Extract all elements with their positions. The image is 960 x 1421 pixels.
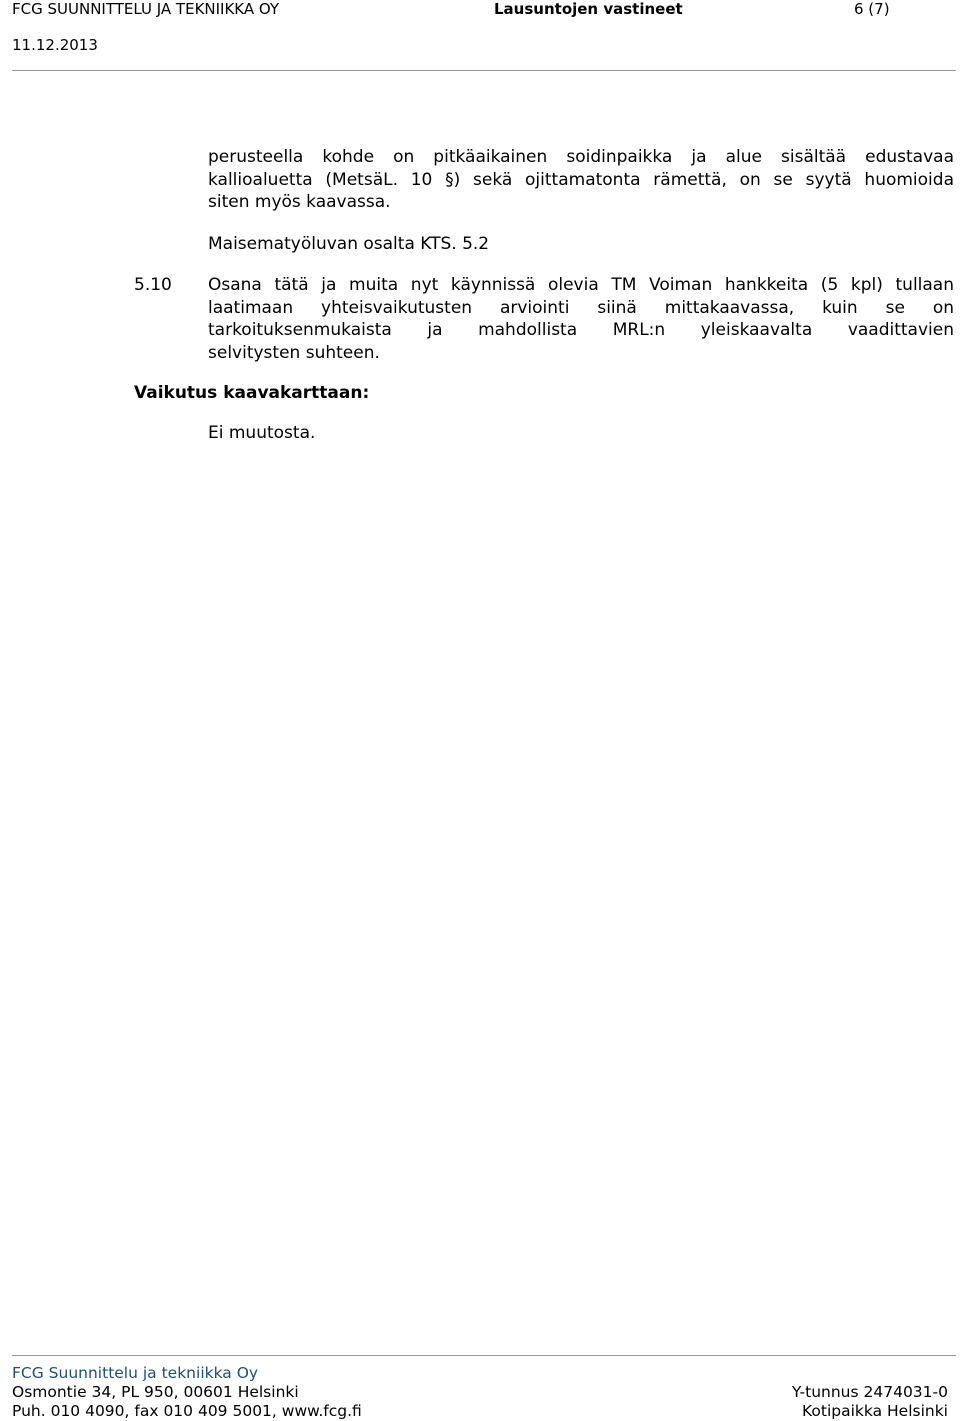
item-paragraph — [208, 274, 954, 364]
header-divider — [12, 70, 956, 71]
footer-contact: Puh. 010 4090, fax 010 409 5001, www.fcg.fi — [12, 1402, 362, 1420]
paragraph-line: laatimaan yhteisvaikutusten arviointi siinä mittakaavassa, kuin se on — [208, 297, 954, 318]
continuation-paragraph — [208, 146, 954, 214]
paragraph-line: kallioaluetta (MetsäL. 10 §) sekä ojittamatonta rämettä, on se syytä huomioida — [208, 169, 954, 190]
footer-divider — [12, 1355, 956, 1356]
reference-text: Maisematyöluvan osalta KTS. 5.2 — [208, 234, 490, 254]
footer-address: Osmontie 34, PL 950, 00601 Helsinki — [12, 1383, 299, 1401]
paragraph-line: perusteella kohde on pitkäaikainen soidinpaikka ja alue sisältää edustavaa — [208, 147, 954, 167]
header-date: 11.12.2013 — [12, 36, 98, 54]
footer-domicile: Kotipaikka Helsinki — [802, 1402, 948, 1420]
footer-company: FCG Suunnittelu ja tekniikka Oy — [12, 1364, 259, 1382]
paragraph-line: tarkoituksenmukaista ja mahdollista MRL:n yleiskaavalta vaadittavien — [208, 320, 954, 340]
page-number: 6 (7) — [854, 0, 890, 18]
paragraph-line: selvitysten suhteen. — [208, 342, 380, 363]
paragraph-line: siten myös kaavassa. — [208, 192, 391, 212]
header-company: FCG SUUNNITTELU JA TEKNIIKKA OY — [12, 0, 280, 18]
document-title: Lausuntojen vastineet — [494, 0, 683, 18]
effect-text: Ei muutosta. — [208, 423, 316, 443]
item-number: 5.10 — [134, 275, 172, 295]
paragraph-line: Osana tätä ja muita nyt käynnissä olevia TM Voiman hankkeita (5 kpl) tullaan — [208, 275, 954, 295]
footer-business-id: Y-tunnus 2474031-0 — [791, 1383, 948, 1401]
effect-heading: Vaikutus kaavakarttaan: — [134, 383, 370, 403]
